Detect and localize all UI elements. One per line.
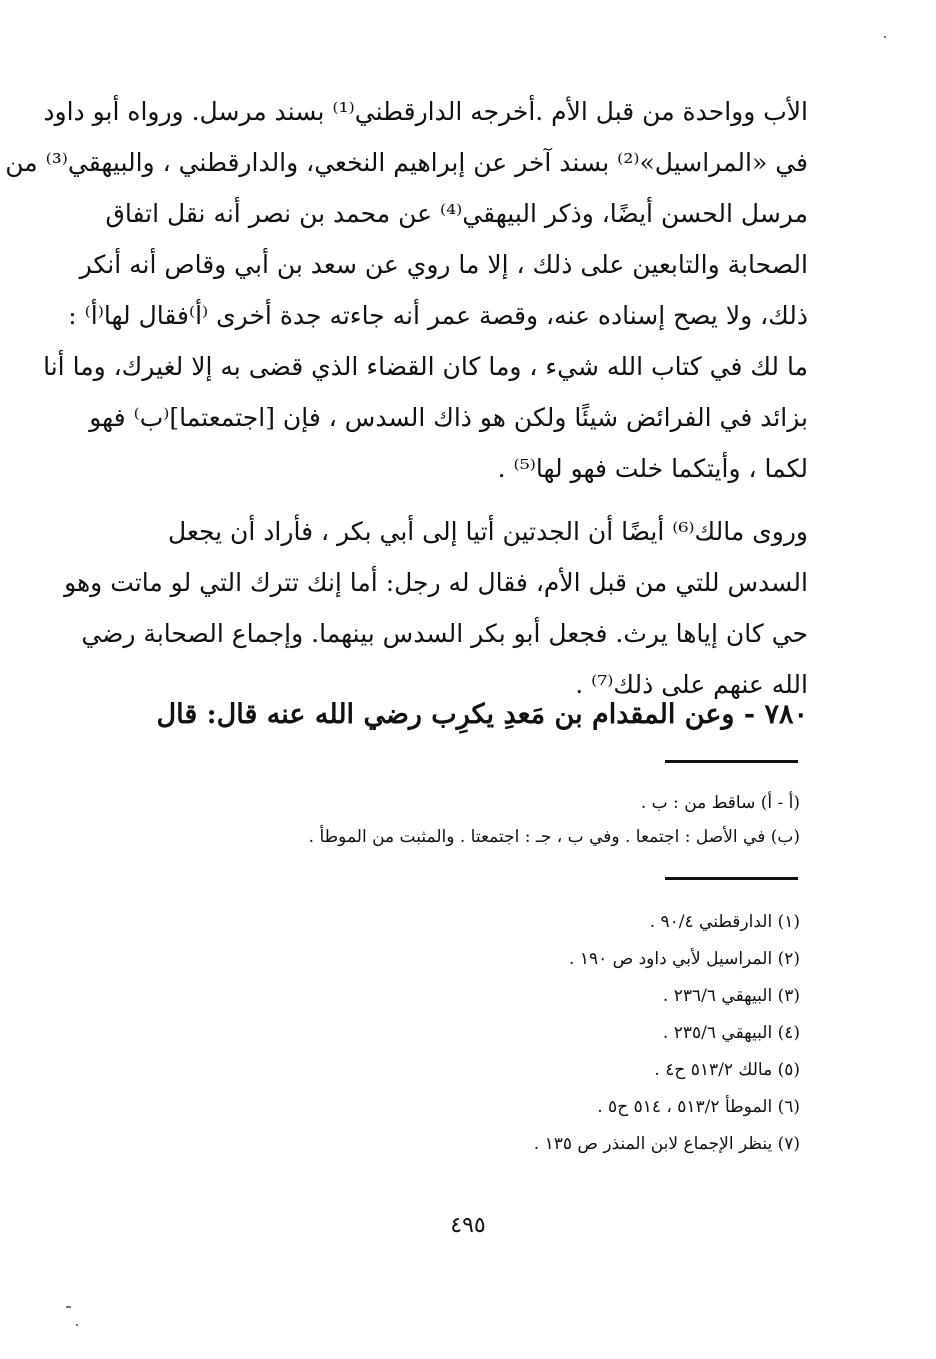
text-line: السدس للتي من قبل الأم، فقال له رجل: أما إنك تترك التي لو ماتت وهو bbox=[64, 568, 808, 597]
paragraph-1 bbox=[5, 86, 808, 494]
apparatus-note: (أ - أ) ساقط من : ب . bbox=[640, 793, 800, 813]
footnotes bbox=[300, 904, 800, 1163]
text-line: ما لك في كتاب الله شيء ، وما كان القضاء الذي قضى به إلا لغيرك، وما أنا bbox=[43, 352, 808, 381]
footnote-divider bbox=[665, 760, 798, 763]
footnote: (٤) البيهقي ٢٣٥/٦ . bbox=[662, 1023, 800, 1043]
scan-speck bbox=[76, 1324, 78, 1326]
footnote: (١) الدارقطني ٩٠/٤ . bbox=[649, 912, 800, 932]
footnote: (٢) المراسيل لأبي داود ص ١٩٠ . bbox=[569, 949, 800, 969]
footnote: (٧) ينظر الإجماع لابن المنذر ص ١٣٥ . bbox=[533, 1134, 800, 1154]
hadith-heading: ٧٨٠ - وعن المقدام بن مَعدِ يكرِب رضي الله عنه قال: قال bbox=[156, 699, 808, 730]
page-number: ٤٩٥ bbox=[450, 1213, 486, 1238]
footnote: (٣) البيهقي ٢٣٦/٦ . bbox=[662, 986, 800, 1006]
apparatus-notes bbox=[300, 786, 800, 854]
text-line: الله عنهم على ذلك⁽⁷⁾ . bbox=[575, 670, 808, 699]
main-text bbox=[5, 86, 808, 710]
text-line: الصحابة والتابعين على ذلك ، إلا ما روي عن سعد بن أبي وقاص أنه أنكر bbox=[79, 250, 808, 279]
text-line: الأب وواحدة من قبل الأم .أخرجه الدارقطني⁽¹⁾ بسند مرسل. ورواه أبو داود bbox=[43, 97, 808, 126]
footnote: (٥) مالك ٥١٣/٢ ح٤ . bbox=[654, 1060, 800, 1080]
paragraph-2 bbox=[64, 506, 808, 710]
scan-speck bbox=[884, 36, 886, 38]
text-line: لكما ، وأيتكما خلت فهو لها⁽⁵⁾ . bbox=[497, 454, 808, 483]
apparatus-note: (ب) في الأصل : اجتمعا . وفي ب ، جـ : اجتمعتا . والمثبت من الموطأ . bbox=[308, 827, 800, 847]
text-line: في «المراسيل»⁽²⁾ بسند آخر عن إبراهيم النخعي، والدارقطني ، والبيهقي⁽³⁾ من bbox=[5, 148, 808, 177]
text-line: ذلك، ولا يصح إسناده عنه، وقصة عمر أنه جاءته جدة أخرى ⁽أ⁾فقال لها⁽أ⁾ : bbox=[68, 301, 808, 330]
text-line: حي كان إياها يرث. فجعل أبو بكر السدس بينهما. وإجماع الصحابة رضي bbox=[81, 619, 808, 648]
text-line: وروى مالك⁽⁶⁾ أيضًا أن الجدتين أتيا إلى أبي بكر ، فأراد أن يجعل bbox=[168, 517, 808, 546]
footnote: (٦) الموطأ ٥١٣/٢ ، ٥١٤ ح٥ . bbox=[597, 1097, 800, 1117]
text-line: مرسل الحسن أيضًا، وذكر البيهقي⁽⁴⁾ عن محمد بن نصر أنه نقل اتفاق bbox=[105, 199, 808, 228]
text-line: بزائد في الفرائض شيئًا ولكن هو ذاك السدس ، فإن [اجتمعتما]⁽ب⁾ فهو bbox=[89, 403, 808, 432]
footnote-divider bbox=[665, 877, 798, 880]
scan-speck bbox=[66, 1306, 71, 1308]
